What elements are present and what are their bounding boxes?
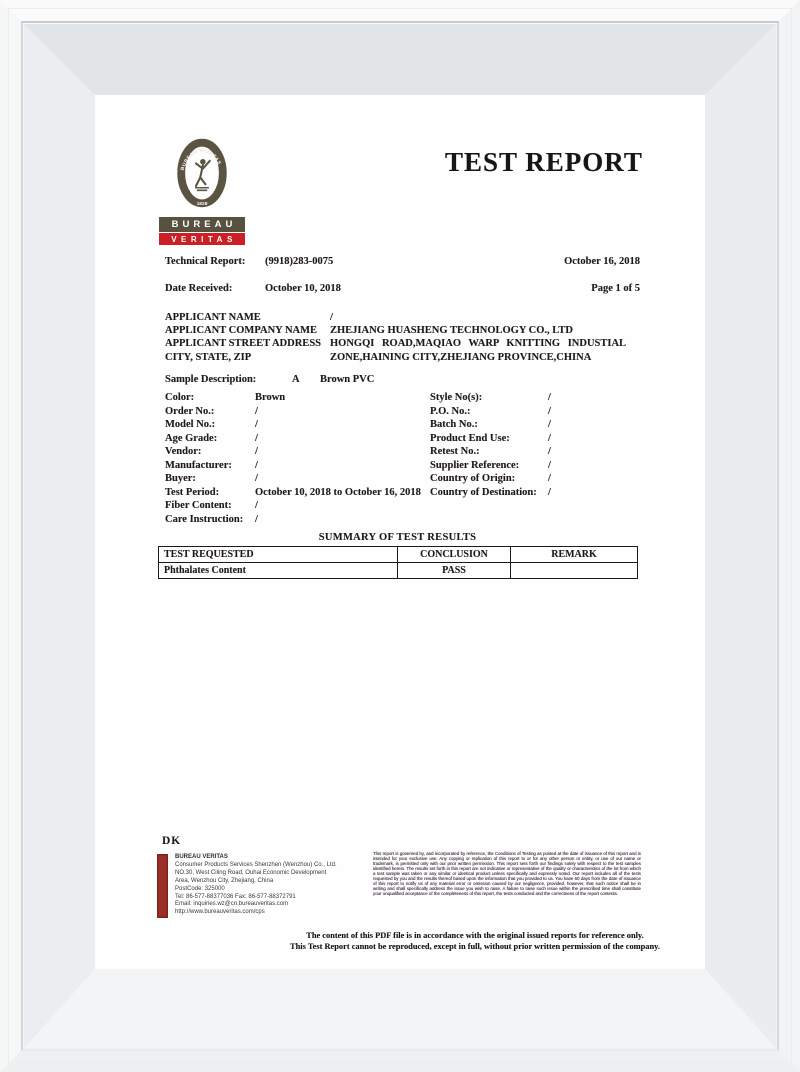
page-title: TEST REPORT [445,147,643,177]
sample-description-label: Sample Description: [165,374,257,385]
field-label: Product End Use: [430,432,510,444]
logo-veritas-banner: VERITAS [159,233,245,245]
field-row [165,418,429,432]
bureau-veritas-logo [159,135,245,245]
field-label: Supplier Reference: [430,459,520,471]
field-row [165,445,429,459]
sample-fields-right [430,391,644,499]
field-label: Fiber Content: [165,500,232,511]
field-label: Country of Origin: [430,473,516,484]
address-line: Tel: 86-577-88377036 Fax: 86-577-88372791 [175,893,296,900]
field-value: / [255,500,258,511]
field-label: Style No(s): [430,392,483,403]
summary-table [158,546,638,579]
field-label: Age Grade: [165,432,218,444]
field-label: Model No.: [165,419,216,430]
field-label: Test Period: [165,486,220,498]
field-row [165,513,429,527]
col-conclusion: CONCLUSION [398,547,511,563]
statement-line: This Test Report cannot be reproduced, except in full, without prior written permission of the company. [290,941,660,951]
field-value: / [255,419,258,430]
field-label: Manufacturer: [165,459,232,471]
applicant-row [165,324,643,337]
cell-remark [511,563,638,579]
field-value: / [255,513,258,525]
field-value: / [255,473,258,484]
address-line: http://www.bureauveritas.com/cps [175,909,265,916]
field-value: / [548,473,551,484]
field-row [430,459,644,473]
field-label: Country of Destination: [430,486,537,498]
col-test-requested: TEST REQUESTED [159,547,398,563]
report-date: October 16, 2018 [564,256,640,267]
field-value: / [548,446,551,457]
applicant-row [165,351,643,364]
field-row [165,499,429,513]
logo-bureau-banner: BUREAU [159,217,245,232]
sample-description-value: Brown PVC [320,374,375,385]
field-value: October 10, 2018 to October 16, 2018 [255,486,421,498]
field-row [430,445,644,459]
sample-fields-left [165,391,429,526]
field-row [430,486,644,500]
field-label: P.O. No.: [430,405,471,417]
field-value: / [548,392,551,403]
applicant-row [165,337,643,350]
field-value: / [255,405,258,417]
field-label: Retest No.: [430,446,480,457]
applicant-city-value: ZONE,HAINING CITY,ZHEJIANG PROVINCE,CHINA [330,351,592,363]
lab-address-block [175,854,375,917]
field-value: / [548,419,551,430]
field-row [165,459,429,473]
field-label: Color: [165,392,195,403]
field-row [430,405,644,419]
test-report-page [95,95,705,969]
field-row [165,486,429,500]
date-received-label: Date Received: [165,283,233,294]
field-row [165,472,429,486]
summary-header-row [159,547,638,563]
field-row [430,432,644,446]
col-remark: REMARK [511,547,638,563]
address-line: BUREAU VERITAS [175,854,228,860]
page-info: Page 1 of 5 [591,283,640,294]
field-label: Order No.: [165,405,215,417]
date-received-value: October 10, 2018 [265,283,341,294]
field-row [430,391,644,405]
statement-line: The content of this PDF file is in accordance with the original issued reports for reference only. [306,931,644,940]
field-value: / [548,486,551,498]
field-value: / [548,432,551,444]
field-row [165,391,429,405]
table-row [159,563,638,579]
report-statement [290,931,660,953]
field-row [165,405,429,419]
field-value: / [255,432,258,444]
terms-disclaimer: This report is governed by, and incorporated by reference, the Conditions of Testing as posted at the date of issuance of this report and is intended for your exclusive use. Any copying or replication of this report to or for any other person or entity, or use of our name or trademark, is permitted only with our prior written permission. This report sets forth our findings solely with respect to the test samples identified herein. The results set forth in this report are not indicative or representative of the quality or characteristics of the lot from which a test sample was taken or any similar or identical product unless specifically and expressly noted. Our report includes all of the tests requested by you and the results thereof based upon the information that you provided to us. You have 60 days from the date of issuance of this report to notify us of any material error or omission caused by our negligence, provided, however, that such notice shall be in writing and shall specifically address the issue you wish to raise. A failure to raise such issue within the prescribed time shall constitute your unqualified acceptance of the completeness of this report, the tests conducted and the correctness of the report contents. [373,851,641,897]
applicant-city-label: CITY, STATE, ZIP [165,351,252,363]
field-row [430,472,644,486]
technical-report-label: Technical Report: [165,256,246,267]
applicant-name-label: APPLICANT NAME [165,312,261,323]
bureau-veritas-emblem-icon [176,135,228,211]
field-value: / [548,405,551,417]
applicant-row [165,311,643,324]
emblem-year: 1828 [196,202,208,208]
field-value: / [548,459,551,471]
field-value: Brown [255,392,286,403]
address-line: Email: inquiries.wz@cn.bureauveritas.com [175,901,289,908]
date-received-row [165,283,640,294]
field-value: / [255,446,258,457]
technical-report-value: (9918)283-0075 [265,256,334,267]
applicant-company-value: ZHEJIANG HUASHENG TECHNOLOGY CO., LTD [330,325,573,337]
address-line: PostCode: 325000 [175,885,225,892]
field-label: Buyer: [165,473,196,484]
field-label: Vendor: [165,446,202,457]
field-value: / [255,459,258,471]
technical-report-row [165,256,640,267]
applicant-address-value: HONGQI ROAD,MAQIAO WARP KNITTING INDUSTIAL [330,338,627,350]
field-row [430,418,644,432]
emblem-arc-text: BUREAU VERITAS [180,149,222,172]
applicant-address-label: APPLICANT STREET ADDRESS [165,338,321,350]
address-line: Area, Wenzhou City, Zhejiang, China [175,877,274,884]
sample-item: A [292,374,300,385]
cell-test-requested: Phthalates Content [159,563,398,579]
address-line: NO.30, West Ciling Road, Ouhai Economic Development [175,869,327,876]
reviewer-initials: DK [162,835,182,847]
cell-conclusion: PASS [398,563,511,579]
field-label: Batch No.: [430,419,478,430]
field-row [165,432,429,446]
address-line: Consumer Products Services Shenzhen (Wenzhou) Co., Ltd. [175,861,337,868]
footer-red-bar [157,854,168,918]
applicant-company-label: APPLICANT COMPANY NAME [165,325,318,337]
sample-description-row [165,374,374,385]
field-label: Care Instruction: [165,513,244,525]
summary-heading: SUMMARY OF TEST RESULTS [318,532,477,543]
applicant-name-value: / [330,312,333,323]
applicant-block [165,311,643,364]
